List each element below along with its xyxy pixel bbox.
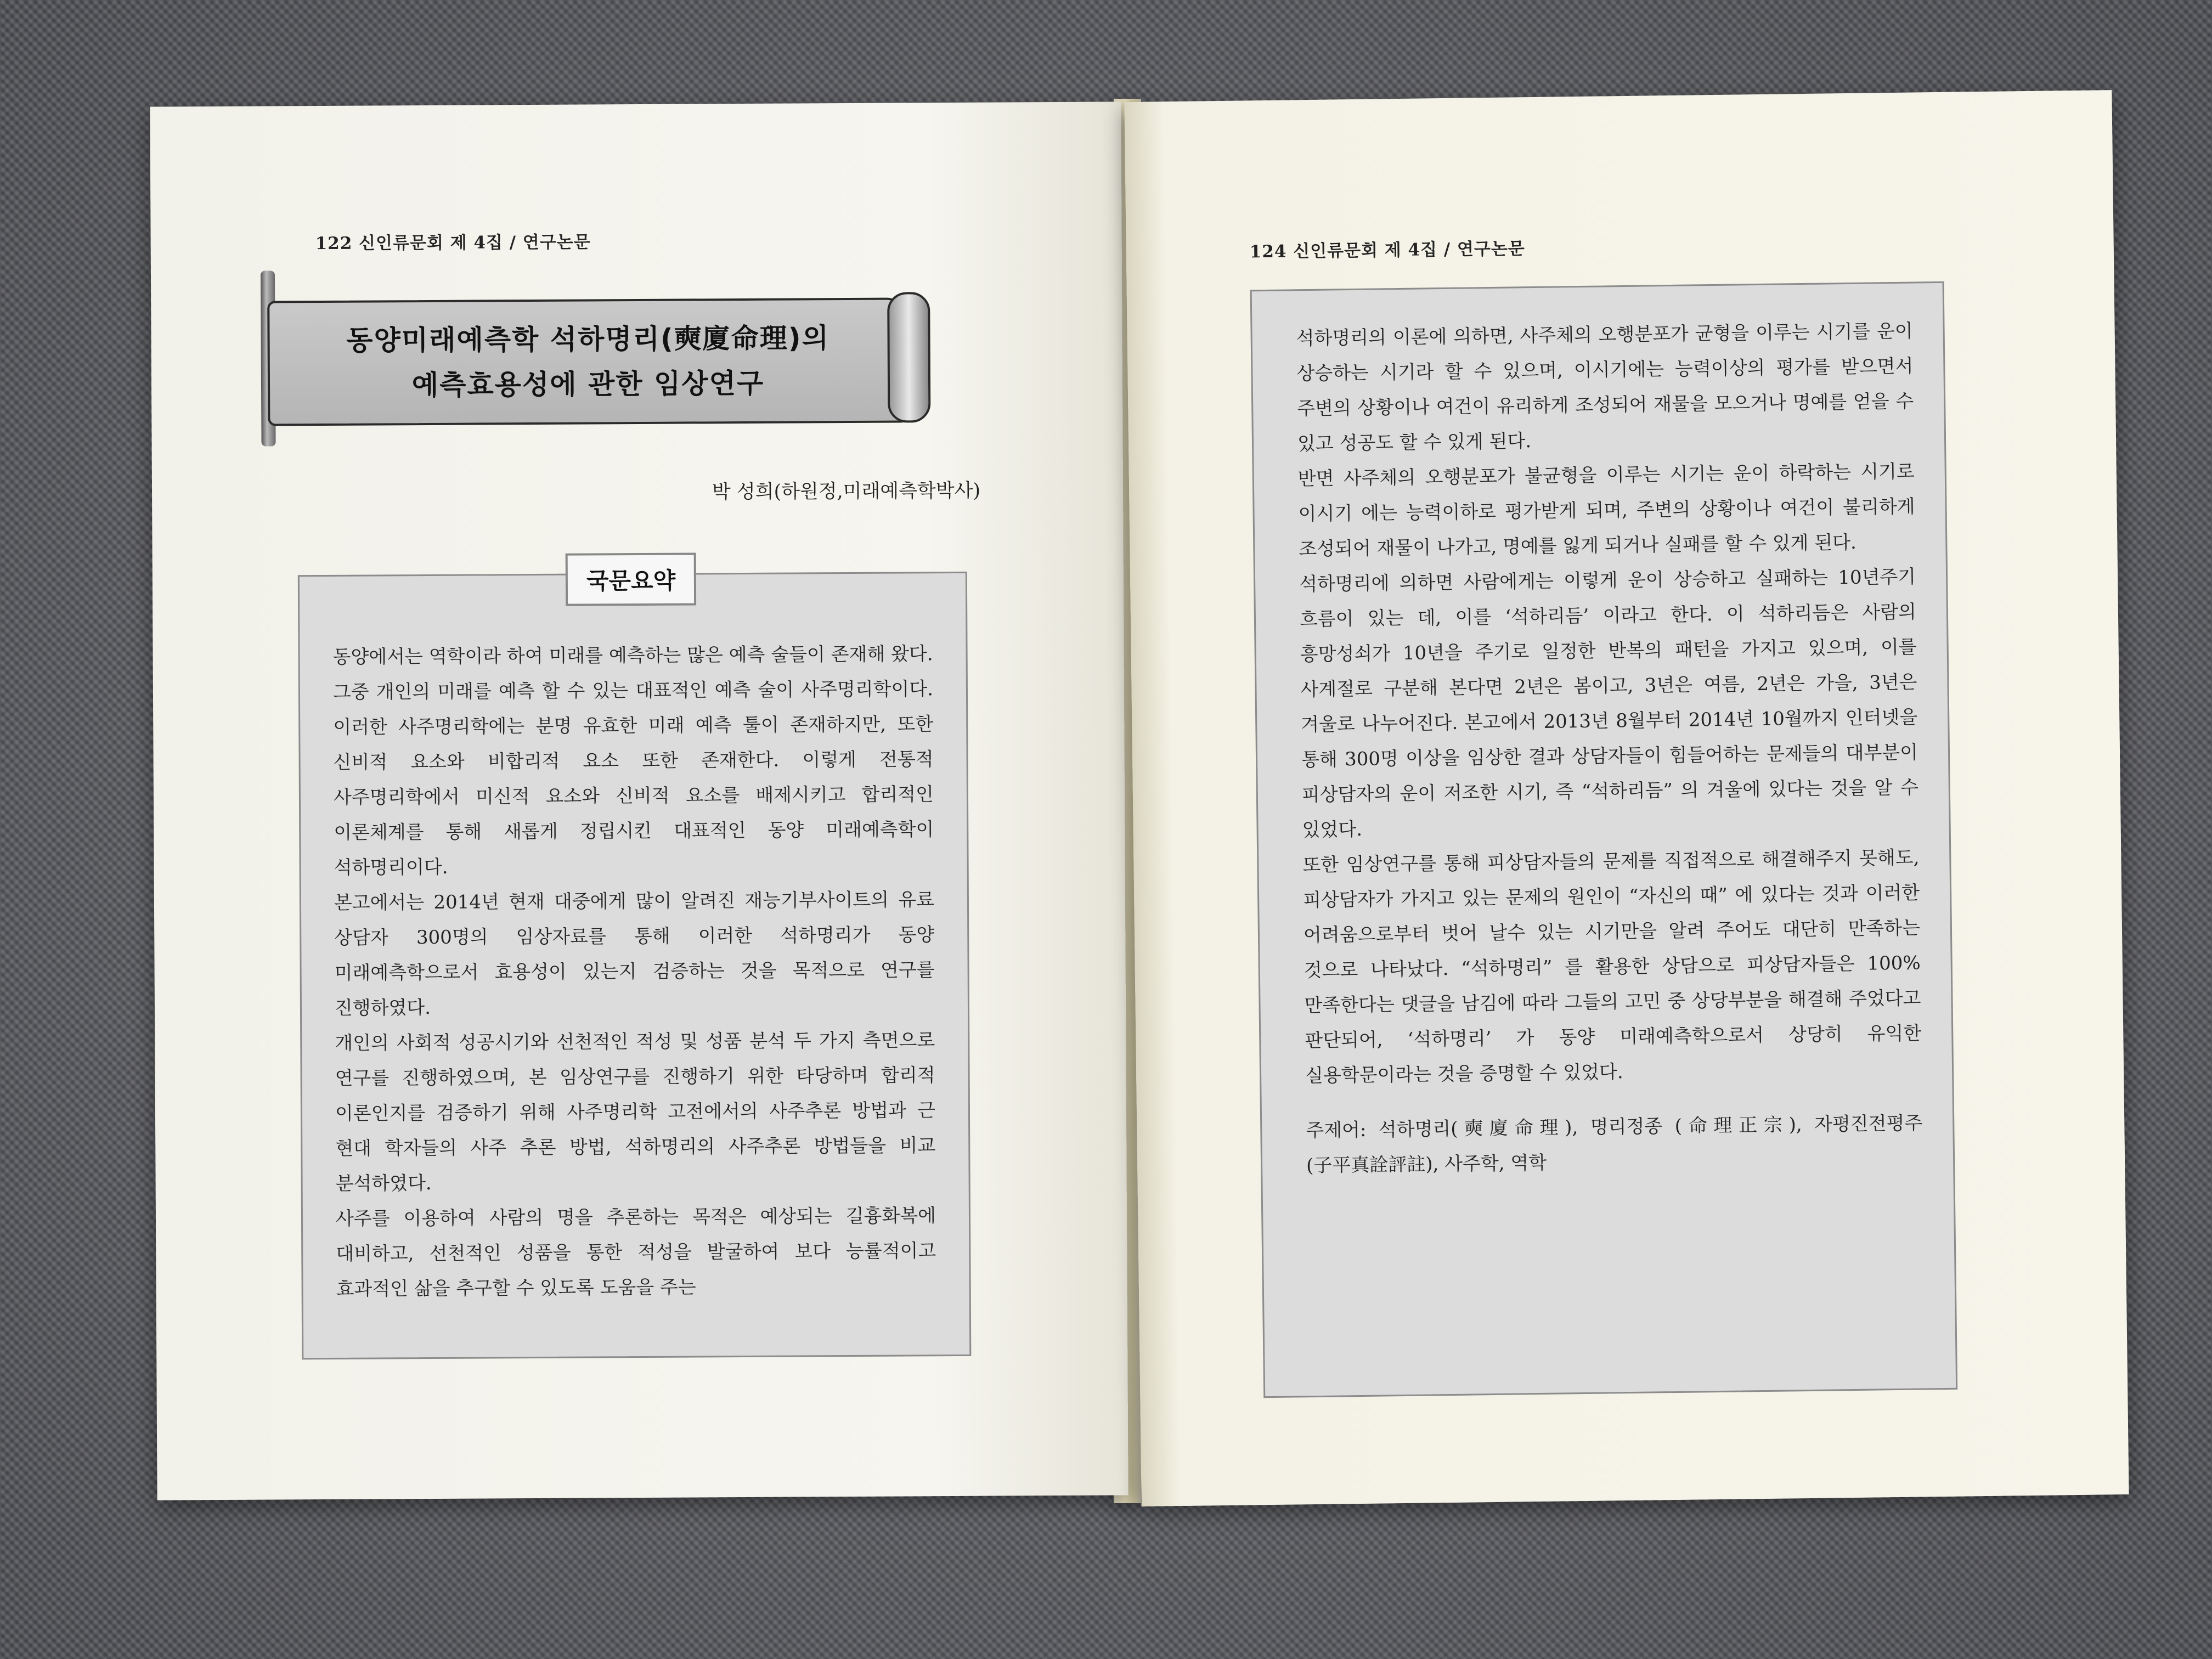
keywords: 주제어: 석하명리(奭廈命理), 명리정종 (命理正宗), 자평진전평주(子平真詮評註), 사주학, 역학 xyxy=(1306,1112,1923,1177)
abstract-paragraph: 사주를 이용하여 사람의 명을 추론하는 목적은 예상되는 길흉화복에 대비하고, 선천적인 성품을 통한 적성을 발굴하여 보다 능률적이고 효과적인 삶을 추구할 수 있도록 도움을 주는 xyxy=(335,1205,936,1300)
body-paragraph: 석하명리의 이론에 의하면, 사주체의 오행분포가 균형을 이루는 시기를 운이 상승하는 시기라 할 수 있으며, 이시기에는 능력이상의 평가를 받으면서 주변의 상황이나 여건이 유리하게 조성되어 재물을 모으거나 명예를 얻을 수 있고 성공도 할 수 있게 된다. xyxy=(1296,320,1914,455)
abstract-paragraph: 동양에서는 역학이라 하여 미래를 예측하는 많은 예측 술들이 존재해 왔다. 그중 개인의 미래를 예측 할 수 있는 대표적인 예측 술이 사주명리학이다. 이러한 사주명리학에는 분명 유효한 미래 예측 툴이 존재하지만, 또한 신비적 요소와 비합리적 요소 또한 존재한다. 이렇게 전통적 사주명리학에서 미신적 요소와 신비적 요소를 배제시키고 합리적인 이론체계를 통해 새롭게 정립시킨 대표적인 동양 미래예측학이 석하명리이다. xyxy=(332,643,934,879)
title-scroll xyxy=(267,297,909,426)
body-paragraph: 반면 사주체의 오행분포가 불균형을 이루는 시기는 운이 하락하는 시기로 이시기 에는 능력이하로 평가받게 되며, 주변의 상황이나 여건이 불리하게 조성되어 재물이 나가고, 명예를 잃게 되거나 실패를 할 수 있게 된다. xyxy=(1297,460,1915,561)
body-paragraph: 또한 임상연구를 통해 피상담자들의 문제를 직접적으로 해결해주지 못해도, 피상담자가 가지고 있는 문제의 원인이 “자신의 때” 에 있다는 것과 이러한 어려움으로부터 벗어 날수 있는 시기만을 알려 주어도 대단히 만족하는 것으로 나타났다. “석하명리” 를 활용한 상담으로 피상담자들은 100% 만족한다는 댓글을 남김에 따라 그들의 고민 중 상당부분을 해결해 주었다고 판단되어, ‘석하명리’ 가 동양 미래예측학으로서 상당히 유익한 실용학문이라는 것을 증명할 수 있었다. xyxy=(1302,847,1922,1087)
abstract-paragraph: 개인의 사회적 성공시기와 선천적인 적성 및 성품 분석 두 가지 측면으로 연구를 진행하였으며, 본 임상연구를 진행하기 위한 타당하며 합리적 이론인지를 검증하기 위해 사주명리학 고전에서의 사주추론 방법과 근 현대 학자들의 사주 추론 방법, 석하명리의 사주추론 방법들을 비교 분석하였다. xyxy=(335,1029,936,1195)
scroll-curl-icon xyxy=(887,292,930,422)
right-page xyxy=(1124,90,2129,1506)
author-line: 박 성희(하원정,미래예측학박사) xyxy=(712,479,981,504)
paper-title-line-2: 예측효용성에 관한 임상연구 xyxy=(411,367,765,402)
paper-title-line-1: 동양미래예측학 석하명리(奭廈命理)의 xyxy=(346,322,830,357)
abstract-box xyxy=(298,567,971,1359)
running-head: 124 신인류문회 제 4집 / 연구논문 xyxy=(1249,239,1525,262)
body-paragraph: 석하명리에 의하면 사람에게는 이렇게 운이 상승하고 실패하는 10년주기 흐름이 있는 데, 이를 ‘석하리듬’ 이라고 한다. 이 석하리듬은 사람의 흥망성쇠가 10년을 주기로 일정한 반복의 패턴을 가지고 있으며, 이를 사계절로 구분해 본다면 2년은 봄이고, 3년은 여름, 2년은 가을, 3년은 겨울로 나누어진다. 본고에서 2013년 8월부터 2014년 10월까지 인터넷을 통해 300명 이상을 임상한 결과 상담자들이 힘들어하는 문제들의 대부분이 피상담자의 운이 저조한 시기, 즉 “석하리듬” 의 겨울에 있다는 것을 알 수 있었다. xyxy=(1299,566,1919,842)
abstract-label: 국문요약 xyxy=(566,552,697,606)
abstract-continued-box xyxy=(1250,281,1958,1398)
abstract-paragraph: 본고에서는 2014년 현재 대중에게 많이 알려진 재능기부사이트의 유료 상담자 300명의 임상자료를 통해 이러한 석하명리가 동양 미래예측학으로서 효용성이 있는지 검증하는 것을 목적으로 연구를 진행하였다. xyxy=(334,889,935,1019)
running-head: 122 신인류문회 제 4집 / 연구논문 xyxy=(315,232,591,254)
left-page xyxy=(150,101,1128,1500)
title-banner xyxy=(261,267,931,446)
